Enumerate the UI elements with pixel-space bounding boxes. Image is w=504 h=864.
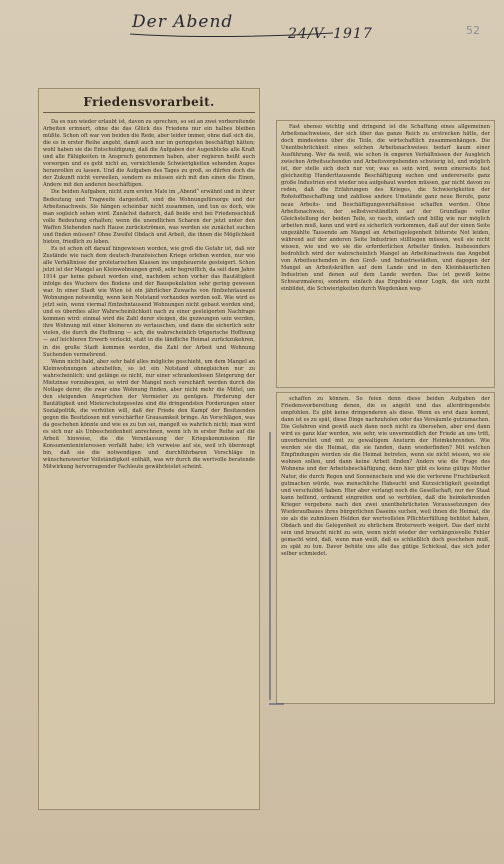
pencil-mark: [266, 430, 274, 710]
pencil-tick: [268, 700, 288, 708]
paragraph: Wenn nicht bald, aber sehr bald alles mögliche geschieht, um dem Mangel an Kleinwohnungen abzuhelfen, so ist ein Notstand ohnegleichen nur zu wahrscheinlich; und gelänge es nicht, nur einer schrankenlosen Steigerung der Mietzinse vorzubeugen, so wird der Mangel noch verschärft werden durch die Notlage derer, die zwar eine Wohnung finden, aber nicht mehr die Mittel, um den steigenden Ansprüchen der Vermieter zu genügen. Förderung der Bautätigkeit und Mieterschutzgesetze sind die dringendsten Forderungen einer Sozialpolitik, die verhüten will, daß der Friede den Kampf der Besitzenden gegen die Besitzlosen mit verschärfter Grausamkeit bringe. An Vorschlägen, was da geschehen könnte und wie es zu tun sei, mangelt es wahrlich nicht; man wird es sich nur als Unbescheidenheit anrechnen, wenn ich in erster Reihe auf die Arbeit hinweise, die die Veranlassung der Kriegskommission für Konsumenteninteressen verfaßt habe; ich verweise auf sie, weil ich überzeugt bin, daß sie die notwendigen und durchführbaren Vorschläge in wünschenswerter Vollständigkeit enthält, was wir durch die wertvolle beratende Mitwirkung hervorragender Fachleute gewährleistet scheint.: [43, 358, 255, 471]
clipping-column-right-bottom: [276, 392, 495, 704]
newspaper-name: Der Abend: [132, 12, 234, 32]
article-headline: Friedensvorarbeit.: [43, 95, 255, 113]
clipping-column-left: [38, 88, 260, 810]
paragraph: schaffen zu können. So feien denn diese beiden Aufgaben der Friedensvorbereitung denen, die es angeht und das allerdringendste empfohlen. Es gibt keine dringenderen als diese. Wenn es erst dazu kommt, dann ist es zu spät, diese Dinge nachzuholen oder das Versäumte gutzumachen. Die Gefahren sind gewiß auch dann noch nicht zu übersehen, aber erst dann wird es ganz klar werden, wie sehr, wie unvermeidlich der Friede an uns tritt, unvorbereitet und mit zu gewaltigem Ansturm der Heimkehrenden. Wie werden sie die Heimat, die sie fanden, dann wiederfinden? Mit welchen Empfindungen werden sie die Heimat betreten, wenn sie nicht wissen, wo sie wohnen sollen, und dann keine Arbeit finden? Anders wie die Frage des Wohnens und der Arbeitsbeschäftigung, denn hier gibt es keine gütige Mutter Natur, die durch Regen und Sonnenschein und wie die verlorene Fruchtbarkeit gutmachen würde, was menschliche Habsucht und Kurzsichtigkeit gesündigt und verschuldet haben. Hier aber verlangt noch die Gesellschaft, nur der Staat kann helfend, ordnend eingreifen und so verhüten, daß die heimkehrenden Krieger vergebens nach den zwei unentbehrlichsten Voraussetzungen des Wiederaufbaues ihres bürgerlichen Daseins suchen, weil ihnen die Heimat, die sie als die zuhmlosen Helden der wertvollsten Pflichterfüllung behütet haben, Obdach und die Gelegenheit zu ehrlichem Broterwerb weigert. Das darf nicht sein und braucht nicht zu sein, wenn nicht wieder der verhängnisvolle Fehler gemacht wird, daß, wenn man weiß, daß es schließlich doch geschehen muß, zu spät zu tun. Davor behüte uns alle das gütige Schicksal, das sich jeder selber schmiedet.: [281, 396, 490, 558]
paragraph: Da es nun wieder erlaubt ist, davon zu sprechen, so sei an zwei vorbereitende Arbeiten erinnert, ohne die das Glück des Friedens nur ein halbes bleiben müßte. Schon oft war von beiden die Rede, aber leider immer, ohne daß sich die, die es in erster Reihe angeht, damit auch nur im geringsten beschäftigt hätten; wohl haben sie die Entschuldigung, daß die Aufgaben der Augenblicks alle Kraft und alle Fähigkeiten in Anspruch genommen haben, aber regieren heißt auch vorsorgen und es geht nicht an, vernichtende Schwierigkeiten sehenden Auges heranrollen zu lassen. Und die Aufgaben des Tages zu groß, so dürfen doch die der Zukunft nicht verweilen, sondern es müssen sich mit den einen die Einen, Andere mit den anderen beschäftigen.: [43, 119, 255, 189]
clipping-column-right-top: [276, 120, 495, 388]
archive-number: 52: [466, 24, 480, 37]
paragraph: Die beiden Aufgaben, nicht zum ersten Male im „Abend“ erwähnt und in ihrer Bedeutung und Tragweite dargestellt, sind die Wohnungsfürsorge und der Arbeitsnachweis. Sie hängen scheinbar nicht zusammen, und tun es doch, wie man sogleich sehen wird. Zunächst dadurch, daß beide erst bei Friedensschluß volle Bedeutung erhalten; wenn die unendlichen Scharen der jetzt unter den Waffen Stehenden nach Hause zurückströmen, was werden sie zunächst suchen und finden müssen? Ohne Zweifel Obdach und Arbeit, die ihnen die Möglichkeit bieten, friedlich zu leben.: [43, 189, 255, 245]
paragraph: Fast ebenso wichtig und dringend ist die Schaffung eines allgemeinen Arbeitsnachweises, der sich über das ganze Reich zu erstrecken hätte, der doch mindestens über die Teile, die wirtschaftlich zusammenhängen. Die Unentbehrlichkeit eines solchen Arbeitsnachweises bedarf kaum einer Ausführung. Wer da weiß, wie schon in engeren Verhältnissen der Ausgleich zwischen Arbeitsuchenden und Arbeitsvergebenden schwierig ist, und möglich ist, der stelle sich doch nur vor, was es sein wird, wenn einerseits fast gleichzeitig Hunderttausende Beschäftigung suchen und andererseits ganz große Industrien erst wieder neu aufgebaut werden müssen, gar nicht davon zu reden, daß die Erfahrungen des Krieges, die Schwierigkeiten der Rohstoffbeschaffung und zahllose andere Umstände ganz neue Berufe, ganz neue Arbeits- und Beschäftigungsverhältnisse schaffen werden. Ohne Arbeitsnachweis, der selbstverständlich auf der Grundlage voller Gleichstellung der beiden Teile, so rasch, einfach und billig wie nur möglich arbeiten muß, kann und wird es sicherlich vorkommen, daß auf der einen Seite ungezählte Tausende am Mangel an Arbeitsgelegenheit bitterste Not leiden, während auf der anderen Seite Industrien stillliegen müssen, weil sie nicht wissen, wie und wo sie die erforderlichen Arbeiter finden. Insbesonders bedrohlich wird der wahrscheinlich Mangel an Arbeitsnachweis das Angebot von Arbeitsuchenden in den Groß- und Industriestädten, und dagegen der Mangel an Arbeitskräften auf dem Lande und in den Kleinbäuerlichen Industrien und denen auf dem Lande werden. Das ist gewiß keine Schwarzmalerei, sondern einfach das Ergebnis einer Logik, die sich nicht einbildet, die Schwierigkeiten durch Wegdenken weg-: [281, 124, 490, 293]
clipping-date: 24/V. 1917: [288, 26, 373, 42]
paragraph: Es ist schon oft darauf hingewiesen worden, wie groß die Gefahr ist, daß wir Zustände wie nach dem deutsch-französischen Kriege erleben werden, nur wie alle Verhältnisse der proletarischen Klassen ins ungeheuerste gesteigert. Schon jetzt ist der Mangel an Kleinwohnungen groß, sehr begreiflich, da seit dem Jahre 1914 gar keine gebaut worden sind, nachdem schon vorher das Bautätigkeit infolge des Wuchers des Bodens und der Bauspekulation sehr gering gewesen war. In einer Stadt wie Wien ist ein jährlicher Zuwachs von fünfzehntausend Wohnungen notwendig, wenn kein Notstand vorhanden werden soll. Wie wird es jetzt sein, wenn viermal fünfzehntausend Wohnungen nicht gebaut worden sind, und es überdies aller Wahrscheinlichkeit nach zu einer gesteigerten Nachfrage kommen wird: einmal wird die Zahl derer steigen, die gezwungen sein werden, ihre Wohnung mit einer kleineren zu vertauschen, und dann die sicherlich sehr vielen, die durch die Hoffnung — ach, die wahrscheinlich trügerische Hoffnung — auf leichteren Erwerb verlockt, statt in die ländliche Heimat zurückzukehren, in die große Stadt kommen werden, die Zahl der Arbeit und Wohnung Suchenden vermehrend.: [43, 245, 255, 358]
handwritten-annotation: [128, 4, 378, 44]
